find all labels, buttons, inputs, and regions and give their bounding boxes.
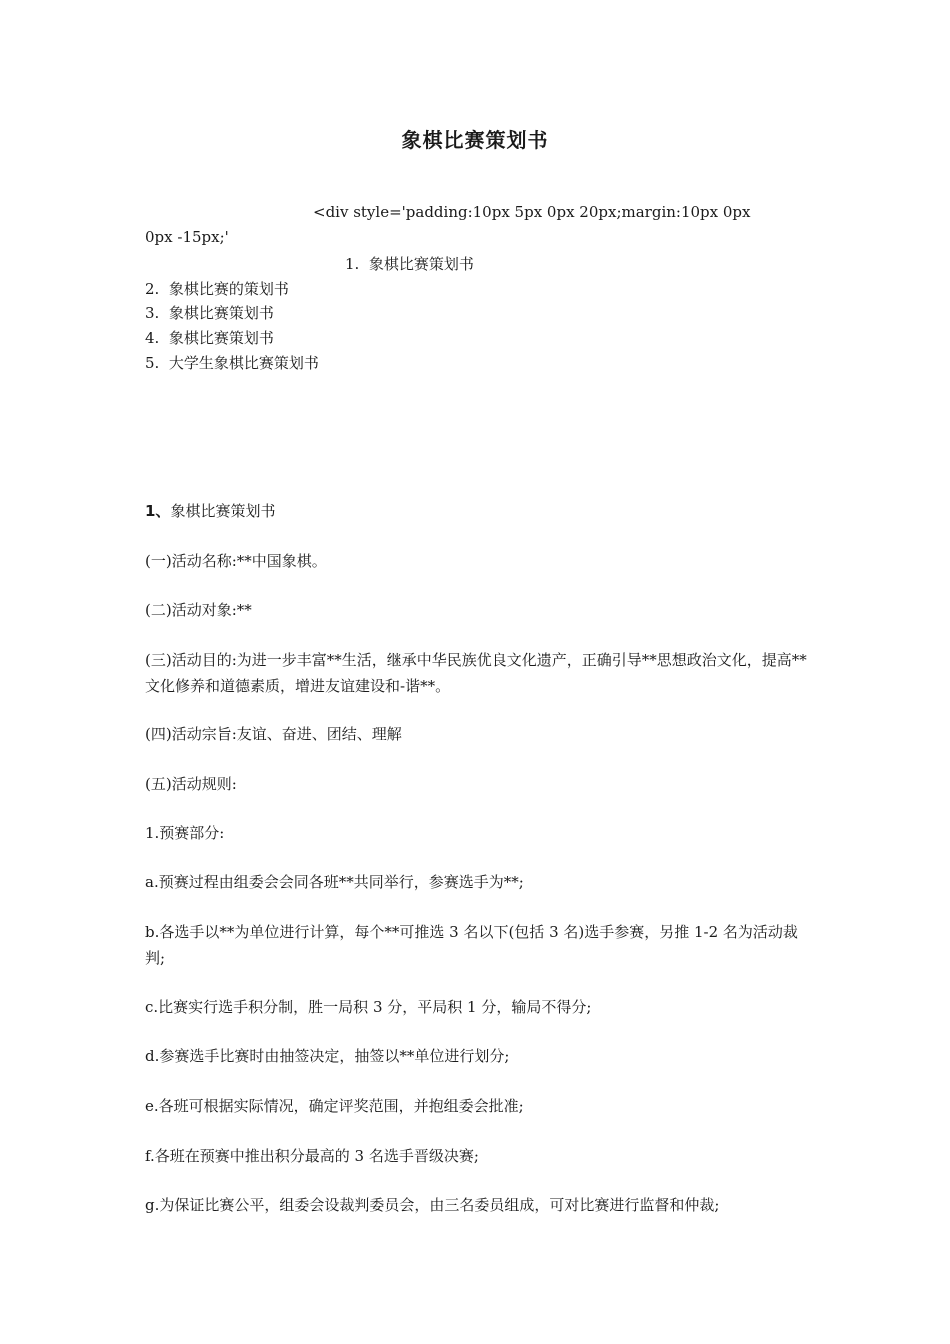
toc-item-3: 3. 象棋比赛策划书	[145, 304, 274, 322]
paragraph-rule-f: f.各班在预赛中推出积分最高的 3 名选手晋级决赛;	[145, 1147, 479, 1165]
toc-item-5: 5. 大学生象棋比赛策划书	[145, 354, 319, 372]
paragraph-activity-name: (一)活动名称:**中国象棋。	[145, 552, 327, 570]
toc-item-2: 2. 象棋比赛的策划书	[145, 280, 289, 298]
paragraph-rule-g: g.为保证比赛公平，组委会设裁判委员会，由三名委员组成，可对比赛进行监督和仲裁;	[145, 1196, 720, 1214]
section-heading	[145, 498, 815, 524]
paragraph-preliminary: 1.预赛部分:	[145, 824, 225, 842]
toc-item-4: 4. 象棋比赛策划书	[145, 329, 274, 347]
code-snippet-line-1: <div style='padding:10px 5px 0px 20px;margin:10px 0px	[313, 203, 751, 221]
toc-item-1: 1. 象棋比赛策划书	[345, 255, 474, 273]
document-title: 象棋比赛策划书	[401, 128, 549, 152]
paragraph-rule-c: c.比赛实行选手积分制，胜一局积 3 分，平局积 1 分，输局不得分;	[145, 998, 592, 1016]
paragraph-activity-target: (二)活动对象:**	[145, 601, 252, 619]
section-title: 象棋比赛策划书	[170, 502, 276, 520]
paragraph-activity-rules: (五)活动规则:	[145, 775, 237, 793]
paragraph-rule-d: d.参赛选手比赛时由抽签决定，抽签以**单位进行划分;	[145, 1047, 510, 1065]
paragraph-rule-e: e.各班可根据实际情况，确定评奖范围，并抱组委会批准;	[145, 1097, 524, 1115]
paragraph-rule-a: a.预赛过程由组委会会同各班**共同举行，参赛选手为**;	[145, 873, 524, 891]
code-snippet-line-2: 0px -15px;'	[145, 228, 229, 246]
paragraph-activity-purpose: (三)活动目的:为进一步丰富**生活，继承中华民族优良文化遗产，正确引导**思想政治文化，提高**文化修养和道德素质，增进友谊建设和-谐**。	[145, 651, 807, 695]
section-number: 1、	[145, 502, 171, 520]
paragraph-rule-b: b.各选手以**为单位进行计算，每个**可推选 3 名以下(包括 3 名)选手参赛，另推 1-2 名为活动裁判;	[145, 923, 798, 967]
paragraph-activity-tenet: (四)活动宗旨:友谊、奋进、团结、理解	[145, 725, 402, 743]
